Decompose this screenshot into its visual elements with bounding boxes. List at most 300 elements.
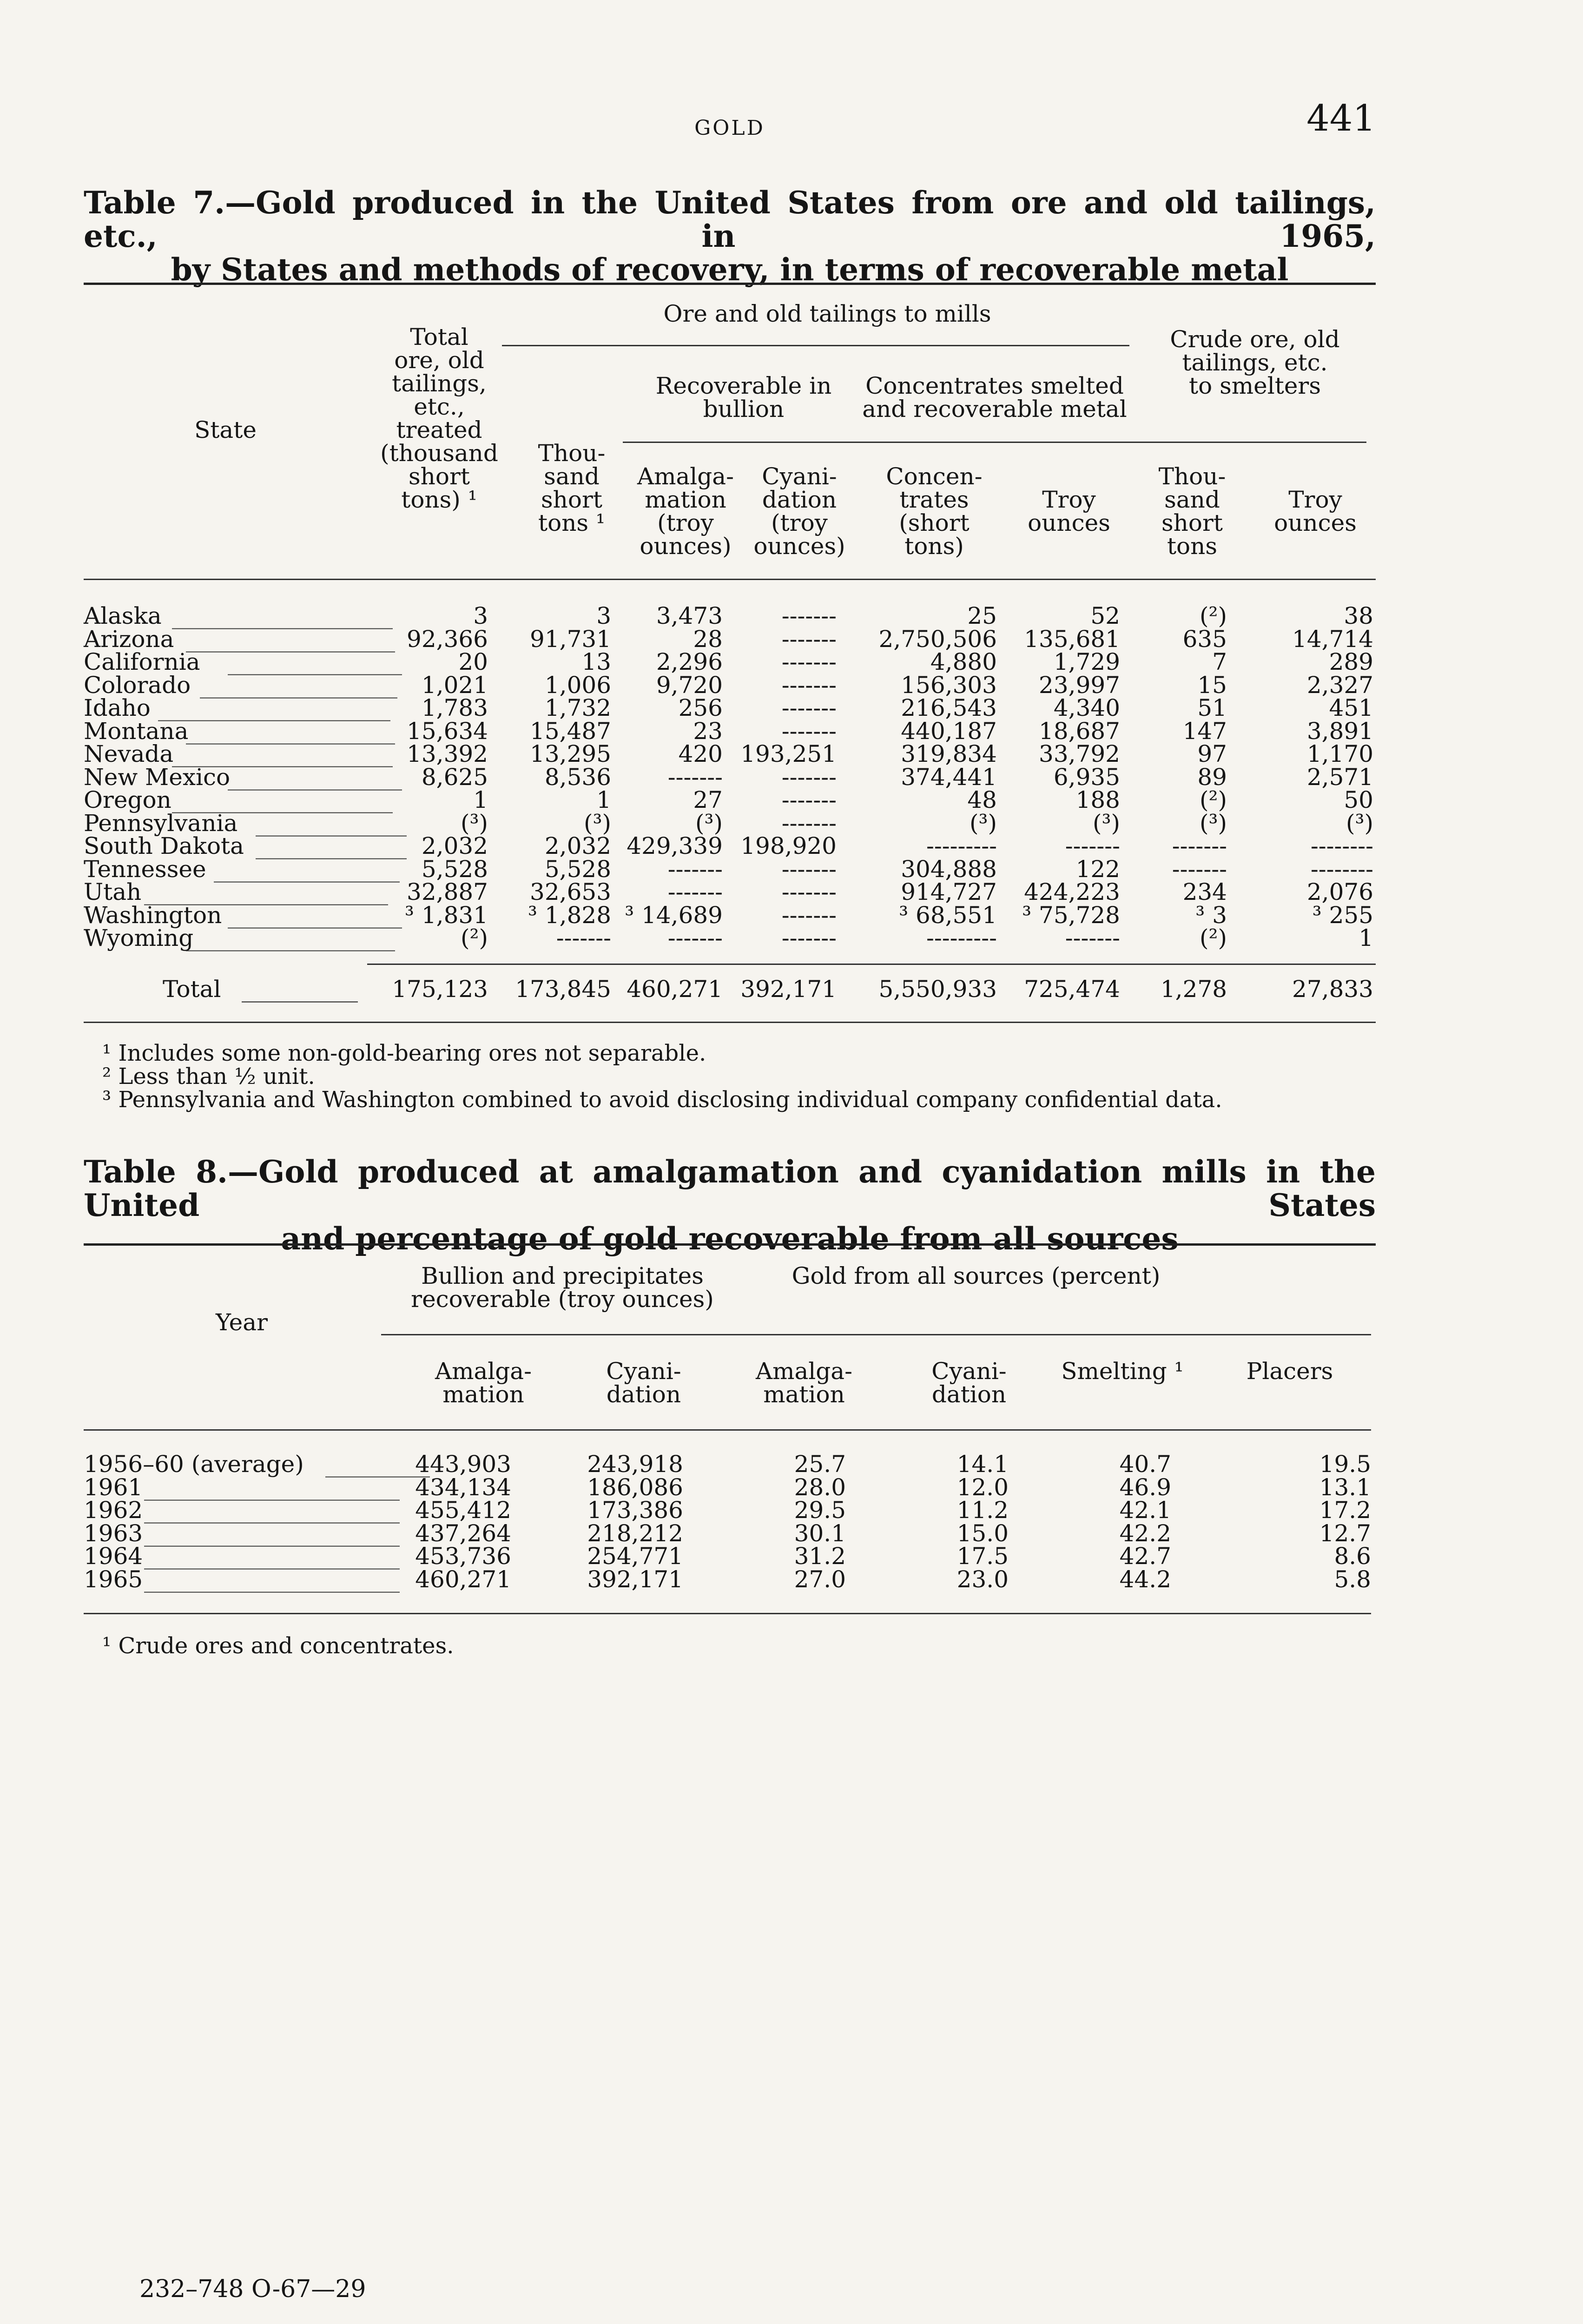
table-cell: 188 [1075,786,1120,813]
leader-dots: ______________________ [144,1519,400,1547]
leader-dots: __________ [242,975,358,1003]
table7-header-cyanidation-line: dation [762,486,837,513]
table-cell: 186,086 [587,1473,683,1501]
table-cell: 25 [967,602,997,629]
table-cell: 147 [1182,717,1227,745]
table-cell: ³ 14,689 [625,901,723,929]
table8-bottom-rule [84,1613,1371,1614]
table-cell: (²) [1199,602,1227,629]
running-head: GOLD [694,116,765,140]
table7-header-conc-troy-line: Troy [1042,486,1096,513]
table-cell: 9,720 [656,671,723,699]
table7-header-crude-group-line: tailings, etc. [1182,349,1328,376]
table-cell: 13,295 [530,740,611,767]
table7-header-concentrates-line: Concen- [886,463,983,490]
table7-header-conc-group-line: and recoverable metal [862,396,1127,423]
table-cell: 635 [1182,625,1227,653]
table7-title-line1: Table 7.—Gold produced in the United States from ore and old tailings, etc., in 1965, [84,185,1376,254]
table7-header-amalgamation-line: Amalga- [637,463,734,490]
state-name: Nevada [84,740,174,767]
leader-dots: _____________________ [144,878,388,905]
table-cell: 429,339 [627,832,723,859]
table-cell: 2,296 [656,648,723,675]
year-label: 1961 [84,1473,143,1501]
table-cell: 29.5 [794,1497,846,1524]
table-cell: 15,634 [407,717,488,745]
table-cell: 443,903 [415,1451,511,1478]
table-cell: 51 [1197,694,1227,721]
footnote: ³ Pennsylvania and Washington combined to avoid disclosing individual company confidential data. [102,1087,1222,1113]
table8-header-bullion-group-line: recoverable (troy ounces) [411,1286,714,1313]
table8-header-cyanidation-line: Cyani- [606,1358,681,1385]
table-cell: 1 [473,786,488,813]
table7-header-crude-troy [1264,488,1366,535]
total-label: Total [163,975,221,1003]
table7-header-crude-group [1153,328,1357,397]
leader-dots: ________________ [214,855,400,883]
state-name: Utah [84,878,142,905]
table-cell: 424,223 [1024,878,1120,905]
table-cell: 23 [693,717,723,745]
page-header [84,98,1376,153]
table-cell: 1,732 [544,694,611,721]
table-cell: -------- [1310,832,1373,859]
table7-header-mill-tons-line: short [541,486,602,513]
leader-dots: __________________ [186,924,395,951]
table-cell: 97 [1197,740,1227,767]
table-cell: 40.7 [1119,1451,1171,1478]
table7-header-bottom-rule [84,579,1376,580]
table-cell: 19.5 [1319,1451,1371,1478]
table-cell: (³) [1199,809,1227,837]
table-cell: ------- [667,924,723,951]
table-cell: 15,487 [530,717,611,745]
table-cell: 392,171 [587,1565,683,1593]
table-cell: 2,032 [421,832,488,859]
table7-header-crude-tons-line: short [1161,509,1223,536]
table8-header-pct-cyanidation-line: dation [931,1381,1007,1408]
table-cell: 92,366 [407,625,488,653]
table-cell: 23.0 [956,1565,1009,1593]
table8-header-amalgamation-line: mation [442,1381,524,1408]
table-cell: ------- [781,648,837,675]
leader-dots: _________ [325,1451,430,1478]
table-cell: 7 [1212,648,1227,675]
leader-dots: __________________ [186,625,395,653]
leader-dots: _____________ [256,809,407,837]
leader-dots: ______________________ [144,1565,400,1593]
total-cell: 173,845 [515,975,611,1003]
table-cell: 5,528 [421,855,488,883]
table-cell: 218,212 [587,1519,683,1547]
table7-header-total-line: short [409,463,470,490]
leader-dots: ___________________ [172,740,393,767]
table-cell: 32,653 [530,878,611,905]
table-cell: ------- [667,855,723,883]
table-cell: 23,997 [1039,671,1120,699]
table7-header-crude-group-line: Crude ore, old [1170,326,1340,353]
table7-header-total-line: treated [396,416,482,443]
table-cell: 216,543 [901,694,997,721]
table-cell: ------- [781,625,837,653]
table-cell: 2,076 [1306,878,1373,905]
table-cell: 434,134 [415,1473,511,1501]
table-cell: ------- [781,717,837,745]
table-cell: 3,473 [656,602,723,629]
table-cell: ------- [781,671,837,699]
table8-header-bullion-group-line: Bullion and precipitates [421,1262,704,1289]
table-cell: --------- [926,832,997,859]
table-cell: 52 [1090,602,1120,629]
table8-header-year: Year [216,1309,268,1336]
footnote: ¹ Crude ores and concentrates. [102,1633,454,1659]
table-cell: 15.0 [956,1519,1009,1547]
table7-header-amalgamation [630,465,741,558]
table-cell: ------- [781,855,837,883]
table-cell: ------- [781,763,837,791]
table7-total-rule [367,964,1376,965]
table7-header-bullion-group [637,374,851,421]
year-label: 1963 [84,1519,143,1547]
table-cell: 256 [678,694,723,721]
table8-header-placers: Placers [1246,1358,1333,1385]
table-cell: 89 [1197,763,1227,791]
table7-header-total [374,325,504,511]
table-cell: 42.1 [1119,1497,1171,1524]
year-label: 1965 [84,1565,143,1593]
table-cell: 15 [1197,671,1227,699]
table-cell: 14.1 [956,1451,1009,1478]
table-cell: 3,891 [1306,717,1373,745]
table-cell: 27 [693,786,723,813]
total-cell: 460,271 [627,975,723,1003]
table7-title [84,186,1376,286]
table7-header-crude-group-line: to smelters [1189,372,1321,399]
footnote: ² Less than ½ unit. [102,1063,315,1089]
table-cell: ³ 1,831 [404,901,488,929]
table-cell: 1,783 [421,694,488,721]
state-name: Montana [84,717,189,745]
page-number: 441 [1306,98,1376,139]
table7-header-total-line: tons) ¹ [401,486,477,513]
year-label: 1962 [84,1497,143,1524]
table-cell: 17.5 [956,1543,1009,1570]
table-cell: 1,021 [421,671,488,699]
table-cell: 193,251 [740,740,837,767]
table-cell: ------- [667,763,723,791]
table-cell: 91,731 [530,625,611,653]
table8-header-smelting: Smelting ¹ [1061,1358,1184,1385]
table-cell: 27.0 [794,1565,846,1593]
leader-dots: _________________ [200,671,397,699]
table7-header-concentrates [874,465,995,558]
table7-header-cyanidation [744,465,855,558]
table-cell: 31.2 [794,1543,846,1570]
table-cell: 304,888 [901,855,997,883]
table8-title-line2: and percentage of gold recoverable from all sources [281,1221,1179,1257]
table-cell: (³) [583,809,611,837]
table-cell: ³ 68,551 [899,901,997,929]
table-cell: ------- [781,809,837,837]
table8-header-sources-group: Gold from all sources (percent) [792,1262,1161,1289]
state-name: Oregon [84,786,171,813]
table-cell: 3 [596,602,611,629]
table-cell: 33,792 [1039,740,1120,767]
table-cell: 48 [967,786,997,813]
leader-dots: ___________________ [172,602,393,629]
table7-header-mills-rule [502,345,1129,346]
table8-header-amalgamation [428,1360,539,1406]
table7-header-mills-group: Ore and old tailings to mills [663,300,991,327]
table7-header-total-line: tailings, [392,370,487,397]
table-cell: 3 [473,602,488,629]
table-cell: 451 [1329,694,1373,721]
table-cell: 420 [678,740,723,767]
table-cell: 8,536 [544,763,611,791]
leader-dots: ______________________ [144,1473,400,1501]
table-cell: 2,327 [1306,671,1373,699]
state-name: New Mexico [84,763,231,791]
table-cell: ------- [781,924,837,951]
state-name: South Dakota [84,832,244,859]
leader-dots: ___________________ [172,786,393,813]
leader-dots: ____________________ [158,694,390,721]
table-cell: ------- [667,878,723,905]
table-cell: 50 [1344,786,1373,813]
state-name: Tennessee [84,855,206,883]
table-cell: ------- [781,901,837,929]
table-cell: 122 [1075,855,1120,883]
table7-header-conc-group [851,374,1139,421]
table-cell: 13,392 [407,740,488,767]
table7-header-total-line: Total [410,324,468,350]
table-cell: 38 [1344,602,1373,629]
table7-header-crude-tons [1146,465,1239,558]
table8-header-cyanidation-line: dation [606,1381,681,1408]
table-cell: 17.2 [1319,1497,1371,1524]
table-cell: 234 [1182,878,1227,905]
table-cell: (²) [1199,924,1227,951]
table-cell: 1,729 [1053,648,1120,675]
table-cell: 13.1 [1319,1473,1371,1501]
table-cell: (²) [460,924,488,951]
table7-header-mill-tons-line: sand [544,463,600,490]
table-cell: ------- [781,786,837,813]
table-cell: 5.8 [1334,1565,1371,1593]
table8-title-line1: Table 8.—Gold produced at amalgamation and cyanidation mills in the United States [84,1154,1376,1223]
table-cell: 374,441 [901,763,997,791]
table-cell: 254,771 [587,1543,683,1570]
total-cell: 725,474 [1024,975,1120,1003]
table-cell: 1,170 [1306,740,1373,767]
table-cell: 44.2 [1119,1565,1171,1593]
table8-header-pct-amalgamation [748,1360,860,1406]
table-cell: 156,303 [901,671,997,699]
table-cell: ------- [1065,924,1120,951]
table-cell: 18,687 [1039,717,1120,745]
table-cell: 42.7 [1119,1543,1171,1570]
table-cell: ------- [781,694,837,721]
table-cell: 198,920 [740,832,837,859]
table-cell: (³) [695,809,723,837]
table8-header-pct-cyanidation [913,1360,1025,1406]
leader-dots: ______________________ [144,1543,400,1570]
table-cell: ³ 75,728 [1022,901,1120,929]
table8-header-cyanidation [588,1360,699,1406]
table-cell: ------- [1172,855,1227,883]
table7-header-sub-rule [623,442,1366,443]
table7-header-mill-tons-line: tons ¹ [538,509,605,536]
table-cell: 243,918 [587,1451,683,1478]
print-code: 232–748 O-67—29 [139,2275,366,2303]
table-cell: ³ 3 [1195,901,1227,929]
table-cell: 437,264 [415,1519,511,1547]
table-cell: 12.0 [956,1473,1009,1501]
state-name: Wyoming [84,924,194,951]
table-cell: 25.7 [794,1451,846,1478]
table-cell: 453,736 [415,1543,511,1570]
table-cell: 1 [596,786,611,813]
table7-header-total-line: ore, old [394,347,484,374]
table8-header-sub-rule [381,1334,1371,1335]
table-cell: ³ 255 [1312,901,1373,929]
table7-title-line2: by States and methods of recovery, in terms of recoverable metal [171,251,1289,288]
table-cell: 4,880 [930,648,997,675]
table-cell: 289 [1329,648,1373,675]
leader-dots: _______________ [228,763,402,791]
table7-header-amalgamation-line: (troy [657,509,714,536]
total-cell: 1,278 [1160,975,1227,1003]
table8-header-pct-cyanidation-line: Cyani- [931,1358,1007,1385]
table-cell: 8,625 [421,763,488,791]
table7-header-mill-tons [525,442,618,535]
table-cell: 11.2 [956,1497,1009,1524]
table-cell: (³) [1346,809,1373,837]
table-cell: 1,006 [544,671,611,699]
leader-dots: ______________________ [144,1497,400,1524]
table7-header-cyanidation-line: ounces) [753,533,845,560]
table7-header-concentrates-line: (short [899,509,970,536]
table8-header-bottom-rule [84,1429,1371,1431]
table-cell: 30.1 [794,1519,846,1547]
leader-dots: _______________ [228,648,402,675]
table-cell: 440,187 [901,717,997,745]
table8-header-pct-amalgamation-line: mation [763,1381,845,1408]
table7-header-crude-tons-line: sand [1164,486,1220,513]
total-cell: 27,833 [1292,975,1373,1003]
table-cell: 28.0 [794,1473,846,1501]
leader-dots: _______________ [228,901,402,929]
table-cell: 6,935 [1053,763,1120,791]
table-cell: 135,681 [1024,625,1120,653]
table7-bottom-rule [84,1022,1376,1023]
table7-header-amalgamation-line: ounces) [640,533,732,560]
table7-header-mill-tons-line: Thou- [538,440,606,467]
table-cell: 173,386 [587,1497,683,1524]
table-cell: ------- [1065,832,1120,859]
table7-header-crude-troy-line: Troy [1288,486,1342,513]
table7-header-state: State [194,416,257,443]
table7-header-cyanidation-line: Cyani- [762,463,837,490]
table7-header-crude-tons-line: Thou- [1158,463,1226,490]
table-cell: (³) [460,809,488,837]
table-cell: 1 [1359,924,1373,951]
table-cell: 12.7 [1319,1519,1371,1547]
table-cell: -------- [1310,855,1373,883]
table7-top-rule [84,283,1376,285]
table8-top-rule [84,1243,1376,1246]
table8-header-amalgamation-line: Amalga- [435,1358,532,1385]
table-cell: 2,032 [544,832,611,859]
state-name: Arizona [84,625,174,653]
table7-header-bullion-group-line: Recoverable in [655,372,832,399]
year-label: 1964 [84,1543,143,1570]
year-label: 1956–60 (average) [84,1451,304,1478]
table-cell: ³ 1,828 [528,901,611,929]
state-name: Alaska [84,602,162,629]
table-cell: 455,412 [415,1497,511,1524]
table7-header-total-line: (thousand [380,440,498,467]
table-cell: 2,571 [1306,763,1373,791]
table-cell: ------- [781,602,837,629]
leader-dots: _____________ [256,832,407,859]
table7-header-concentrates-line: trates [899,486,969,513]
table-cell: 28 [693,625,723,653]
table7-header-cyanidation-line: (troy [771,509,828,536]
table-cell: 8.6 [1334,1543,1371,1570]
table-cell: 13 [581,648,611,675]
table7-header-total-line: etc., [414,393,465,420]
table-cell: (³) [1092,809,1120,837]
table7-header-conc-group-line: Concentrates smelted [865,372,1124,399]
leader-dots: __________________ [186,717,395,745]
table-cell: 42.2 [1119,1519,1171,1547]
total-cell: 5,550,933 [878,975,997,1003]
table7-header-bullion-group-line: bullion [703,396,785,423]
table-cell: 2,750,506 [878,625,997,653]
table-cell: (²) [1199,786,1227,813]
table-cell: 4,340 [1053,694,1120,721]
table7-header-concentrates-line: tons) [904,533,964,560]
state-name: Colorado [84,671,191,699]
table-cell: 319,834 [901,740,997,767]
table-cell: 20 [458,648,488,675]
table-cell: 460,271 [415,1565,511,1593]
table7-header-amalgamation-line: mation [645,486,726,513]
table7-header-crude-troy-line: ounces [1274,509,1357,536]
table8-header-pct-amalgamation-line: Amalga- [755,1358,853,1385]
state-name: Pennsylvania [84,809,238,837]
table-cell: 46.9 [1119,1473,1171,1501]
total-cell: 392,171 [740,975,837,1003]
table-cell: (³) [969,809,997,837]
table-cell: ------- [1172,832,1227,859]
table-cell: --------- [926,924,997,951]
table-cell: 5,528 [544,855,611,883]
table-cell: 32,887 [407,878,488,905]
table8-title [84,1155,1376,1255]
state-name: Washington [84,901,222,929]
table7-header-conc-troy [1018,488,1120,535]
footnote: ¹ Includes some non-gold-bearing ores not separable. [102,1040,706,1066]
total-cell: 175,123 [392,975,488,1003]
table-cell: 14,714 [1292,625,1373,653]
table8-header-bullion-group [400,1264,725,1311]
table7-header-conc-troy-line: ounces [1028,509,1110,536]
table-cell: ------- [781,878,837,905]
state-name: Idaho [84,694,151,721]
table-cell: 914,727 [901,878,997,905]
